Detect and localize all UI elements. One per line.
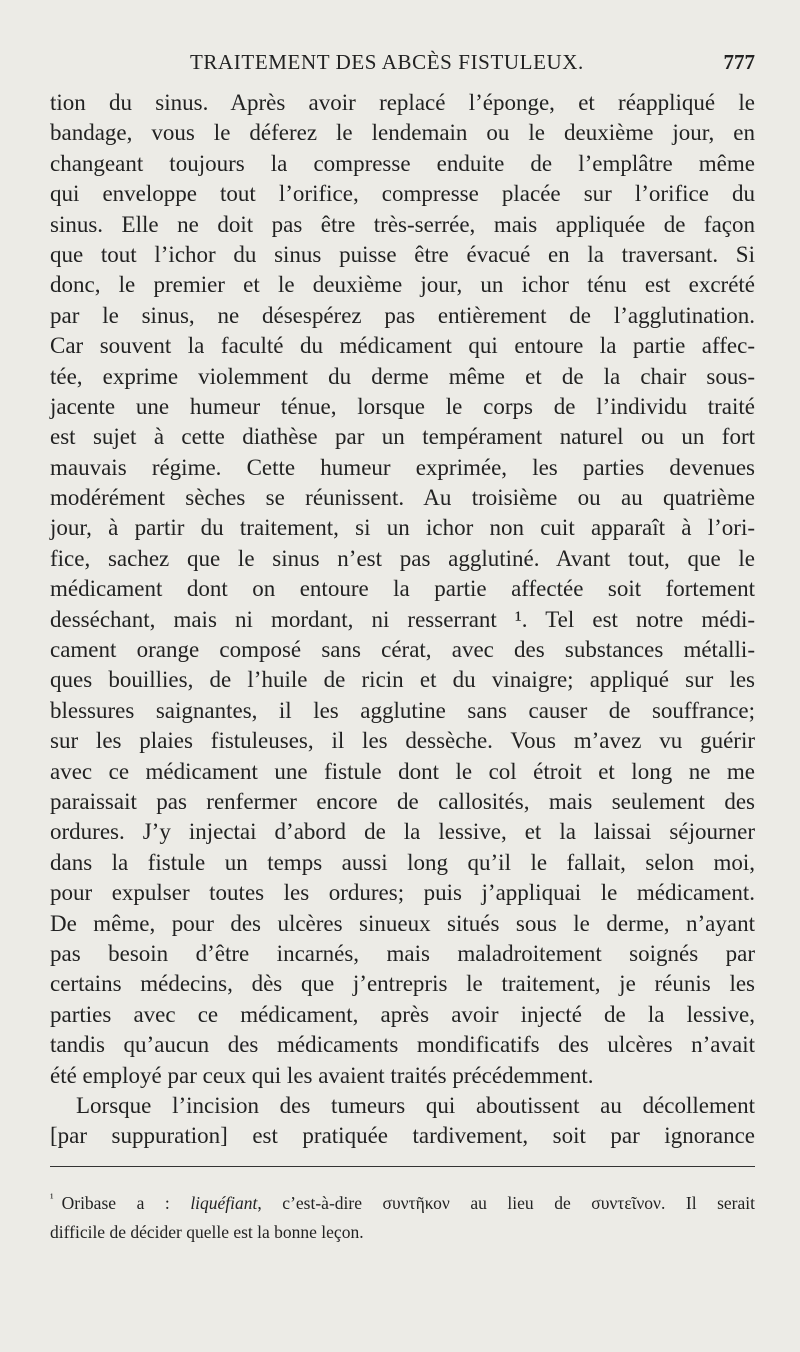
text-line: dans la fistule un temps aussi long qu’il le fallait, selon moi, bbox=[50, 849, 755, 875]
text-line-with-footnote-ref: desséchant, mais ni mordant, ni resserrant ¹. Tel est notre médi- bbox=[50, 606, 755, 632]
footnote-line: difficile de décider quelle est la bonne leçon. bbox=[50, 1221, 364, 1242]
text-line: mauvais régime. Cette humeur exprimée, les parties devenues bbox=[50, 454, 755, 480]
text-line: sinus. Elle ne doit pas être très-serrée, mais appliquée de façon bbox=[50, 211, 755, 237]
text-line: cament orange composé sans cérat, avec des substances métalli- bbox=[50, 637, 755, 663]
text-line: que tout l’ichor du sinus puisse être évacué en la traversant. Si bbox=[50, 241, 755, 267]
footnote-text: , c’est-à-dire συντῆκον au lieu de συντεῖνον. Il serait bbox=[257, 1192, 755, 1213]
text-line: changeant toujours la compresse enduite de l’emplâtre même bbox=[50, 150, 755, 176]
footnote-line bbox=[50, 1184, 755, 1218]
text-line: avec ce médicament une fistule dont le col étroit et long ne me bbox=[50, 758, 755, 784]
text-line: pas besoin d’être incarnés, mais maladroitement soignés par bbox=[50, 940, 755, 966]
text-line: qui enveloppe tout l’orifice, compresse placée sur l’orifice du bbox=[50, 181, 755, 207]
text-line: donc, le premier et le deuxième jour, un ichor ténu est excrété bbox=[50, 272, 755, 298]
paragraph-last-line: été employé par ceux qui les avaient traités précédemment. bbox=[50, 1062, 594, 1088]
text-line: Car souvent la faculté du médicament qui entoure la partie affec- bbox=[50, 333, 755, 359]
footnote-text: Oribase a : bbox=[61, 1192, 191, 1213]
text-line: certains médecins, dès que j’entrepris le traitement, je réunis les bbox=[50, 971, 755, 997]
footnote-marker: ¹ bbox=[50, 1191, 54, 1205]
text-line: ques bouillies, de l’huile de ricin et du vinaigre; appliqué sur les bbox=[50, 667, 755, 693]
footnote bbox=[50, 1184, 755, 1247]
text-line: ordures. J’y injectai d’abord de la lessive, et la laissai séjourner bbox=[50, 819, 755, 845]
main-text bbox=[50, 88, 755, 1152]
text-line: tion du sinus. Après avoir replacé l’éponge, et réappliqué le bbox=[50, 90, 755, 115]
text-line: jacente une humeur ténue, lorsque le corps de l’individu traité bbox=[50, 393, 755, 419]
footnote-italic-term: liquéfiant bbox=[190, 1192, 258, 1213]
footnote-divider bbox=[50, 1166, 755, 1167]
text-line: parties avec ce médicament, après avoir injecté de la lessive, bbox=[50, 1001, 755, 1027]
page-number: 777 bbox=[723, 50, 755, 74]
text-line: paraissait pas renfermer encore de callosités, mais seulement des bbox=[50, 788, 755, 814]
text-line: [par suppuration] est pratiquée tardivement, soit par ignorance bbox=[50, 1123, 755, 1149]
text-line: médicament dont on entoure la partie affectée soit fortement bbox=[50, 576, 755, 602]
text-line: blessures saignantes, il les agglutine sans causer de souffrance; bbox=[50, 697, 755, 723]
text-line: tandis qu’aucun des médicaments mondificatifs des ulcères n’avait bbox=[50, 1032, 755, 1058]
text-line: jour, à partir du traitement, si un ichor non cuit apparaît à l’ori- bbox=[50, 515, 755, 541]
running-header bbox=[50, 50, 755, 84]
text-line: tée, exprime violemment du derme même et de la chair sous- bbox=[50, 363, 755, 389]
text-line: bandage, vous le déferez le lendemain ou le deuxième jour, en bbox=[50, 120, 755, 146]
text-line: modérément sèches se réunissent. Au troisième ou au quatrième bbox=[50, 485, 755, 511]
text-line: est sujet à cette diathèse par un tempérament naturel ou un fort bbox=[50, 424, 755, 450]
text-line: De même, pour des ulcères sinueux situés sous le derme, n’ayant bbox=[50, 910, 755, 936]
text-line: pour expulser toutes les ordures; puis j’appliquai le médicament. bbox=[50, 880, 755, 906]
text-line: par le sinus, ne désespérez pas entièrement de l’agglutination. bbox=[50, 302, 755, 328]
running-title: TRAITEMENT DES ABCÈS FISTULEUX. bbox=[190, 50, 584, 74]
text-line: sur les plaies fistuleuses, il les dessèche. Vous m’avez vu guérir bbox=[50, 728, 755, 754]
paragraph-first-line: Lorsque l’incision des tumeurs qui aboutissent au décollement bbox=[76, 1092, 755, 1118]
text-line: fice, sachez que le sinus n’est pas agglutiné. Avant tout, que le bbox=[50, 545, 755, 571]
